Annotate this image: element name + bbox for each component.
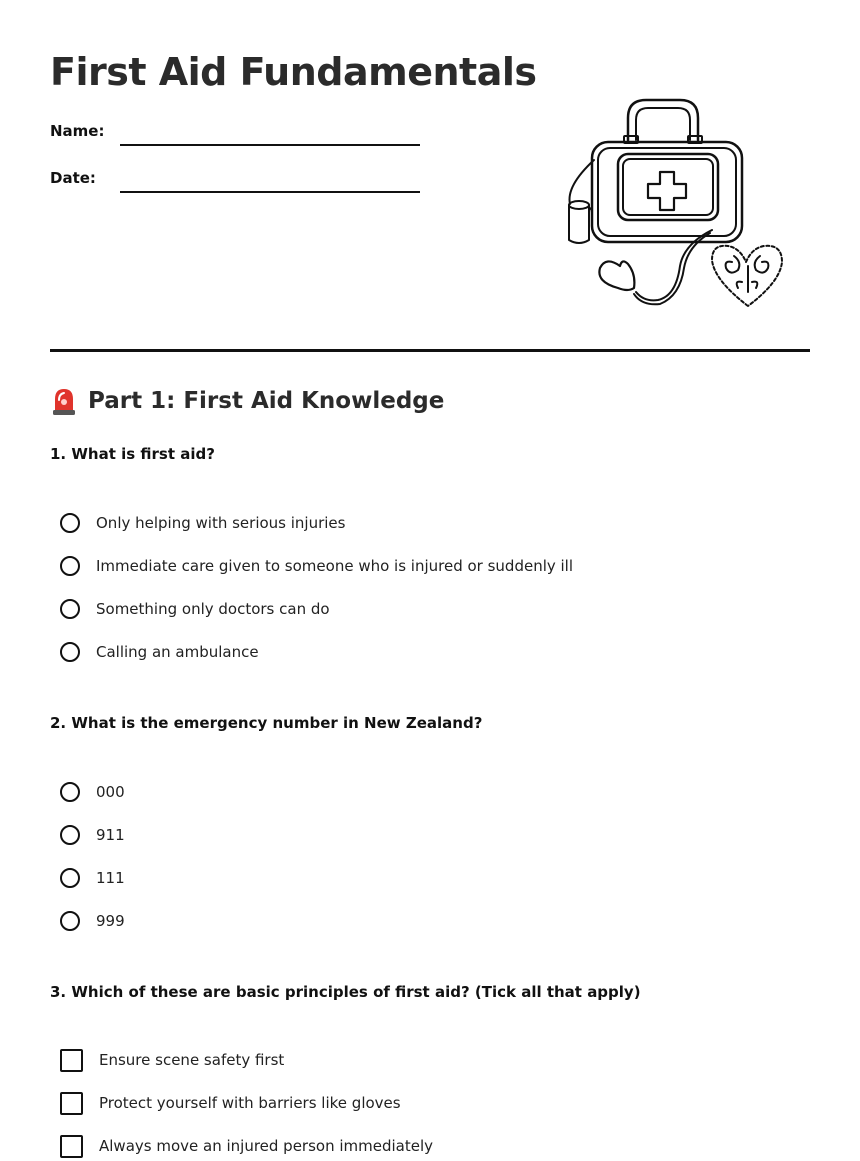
date-field [50, 163, 430, 193]
option-label: 911 [96, 826, 125, 844]
header-divider [50, 349, 810, 352]
option-label: Calling an ambulance [96, 643, 259, 661]
radio-button[interactable] [60, 868, 80, 888]
date-input-line[interactable] [120, 191, 420, 193]
section-title-text: Part 1: First Aid Knowledge [88, 388, 445, 414]
option-label: Ensure scene safety first [99, 1051, 285, 1069]
radio-button[interactable] [60, 911, 80, 931]
radio-button[interactable] [60, 782, 80, 802]
checkbox[interactable] [60, 1049, 83, 1072]
option-label: Something only doctors can do [96, 600, 330, 618]
q1-option-1[interactable] [60, 510, 345, 536]
q2-option-1[interactable] [60, 779, 125, 805]
radio-button[interactable] [60, 642, 80, 662]
q2-option-3[interactable] [60, 865, 125, 891]
question-1: 1. What is first aid? [50, 445, 215, 463]
option-label: 000 [96, 783, 125, 801]
first-aid-kit-icon [562, 96, 788, 310]
question-3: 3. Which of these are basic principles of first aid? (Tick all that apply) [50, 983, 641, 1001]
radio-button[interactable] [60, 599, 80, 619]
checkbox[interactable] [60, 1135, 83, 1158]
q1-option-4[interactable] [60, 639, 259, 665]
option-label: Immediate care given to someone who is injured or suddenly ill [96, 557, 574, 575]
siren-icon [50, 386, 78, 416]
name-label: Name: [50, 122, 105, 140]
q3-option-2[interactable] [60, 1090, 401, 1116]
name-field [50, 116, 430, 146]
q1-option-2[interactable] [60, 553, 573, 579]
q3-option-3[interactable] [60, 1133, 433, 1159]
section-title [50, 386, 444, 416]
question-2: 2. What is the emergency number in New Zealand? [50, 714, 483, 732]
radio-button[interactable] [60, 825, 80, 845]
option-label: 999 [96, 912, 125, 930]
option-label: 111 [96, 869, 125, 887]
option-label: Always move an injured person immediately [99, 1137, 434, 1155]
radio-button[interactable] [60, 556, 80, 576]
name-input-line[interactable] [120, 144, 420, 146]
page-title: First Aid Fundamentals [50, 50, 537, 94]
date-label: Date: [50, 169, 96, 187]
q1-option-3[interactable] [60, 596, 330, 622]
option-label: Protect yourself with barriers like gloves [99, 1094, 401, 1112]
q3-option-1[interactable] [60, 1047, 284, 1073]
checkbox[interactable] [60, 1092, 83, 1115]
radio-button[interactable] [60, 513, 80, 533]
q2-option-2[interactable] [60, 822, 125, 848]
option-label: Only helping with serious injuries [96, 514, 346, 532]
q2-option-4[interactable] [60, 908, 125, 934]
